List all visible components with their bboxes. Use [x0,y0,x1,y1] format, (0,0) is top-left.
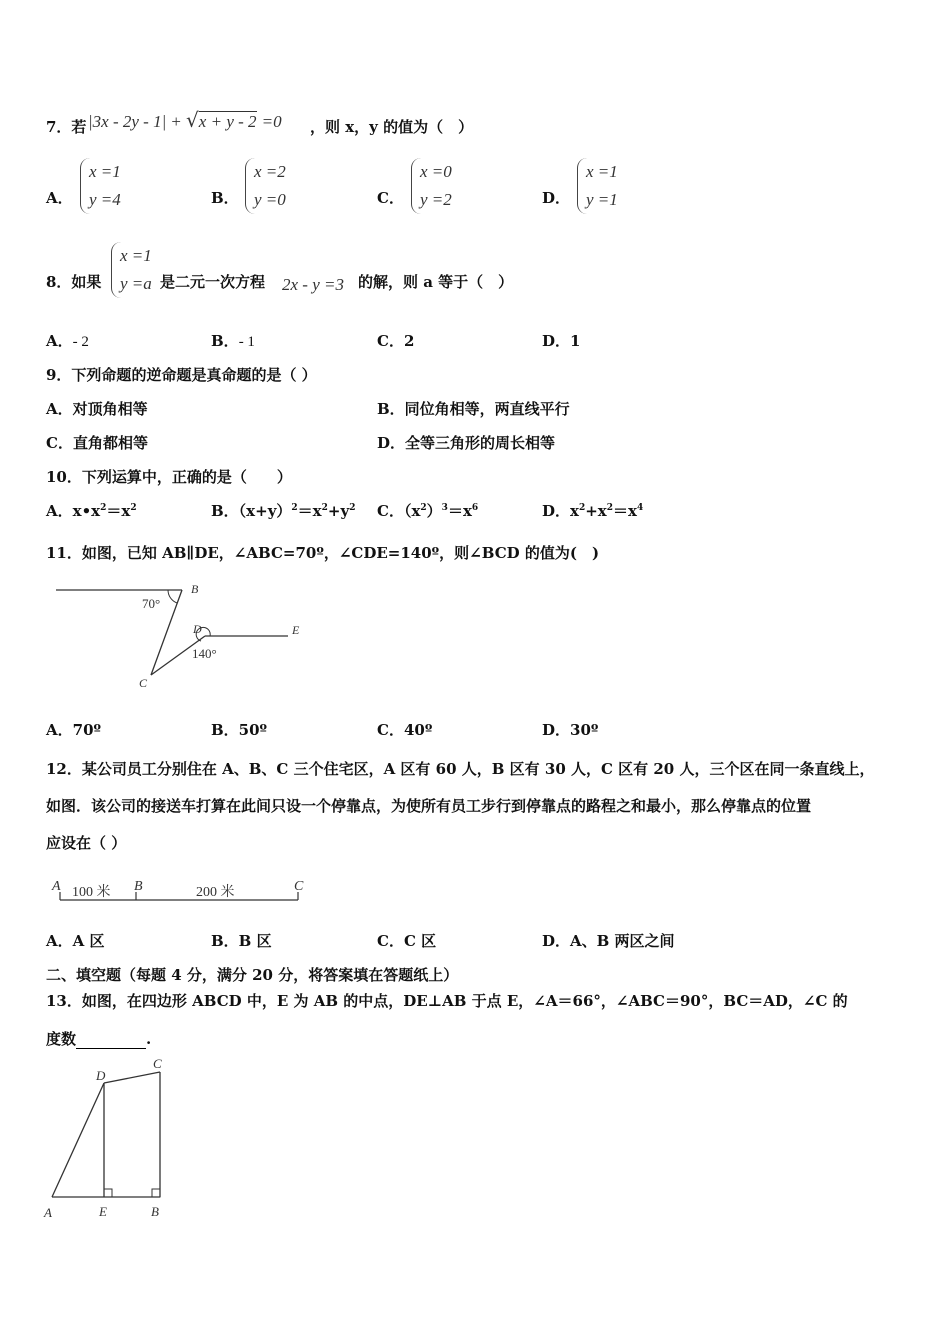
sup: 2 [100,503,107,513]
q13-figure [40,1050,180,1225]
sup: 2 [420,503,427,513]
sys-x: x =1 [89,162,121,181]
sys-x: x =0 [420,162,452,181]
sys-x: x =1 [586,162,618,181]
sup: 2 [606,503,613,513]
label-c: C [294,879,304,894]
sup: 3 [441,503,448,513]
q9-option-c: C．直角都相等 [46,434,148,452]
q8-mid: 是二元一次方程 [160,273,266,291]
sup: 2 [130,503,137,513]
sys-y: y =4 [89,190,121,209]
q9-option-d: D．全等三角形的周长相等 [377,434,556,452]
q7-abs-expr: |3x - 2y - 1| [88,112,167,131]
q11-option-d: D．30º [542,721,599,739]
q7-option-a-label: A． [46,189,73,207]
q8-option-d [542,330,580,351]
q7-option-c-system [411,158,452,214]
q8-equation: 2x - y =3 [282,275,344,294]
q9-option-a: A．对顶角相等 [46,400,148,418]
text: ＝x [613,502,637,520]
q7-option-b-label: B． [211,189,239,207]
angle-arc-b [168,590,177,603]
label-d: D [193,622,202,636]
q9-stem: 9．下列命题的逆命题是真命题的是（ ） [46,366,317,384]
label-b: B [151,1204,159,1219]
label-c: C [153,1056,162,1071]
sys-y: y =1 [586,190,618,209]
sys-y: y =2 [420,190,452,209]
sup: 6 [471,503,479,513]
sup: 2 [321,503,328,513]
text: +x [585,502,607,520]
q12-option-d: D．A、B 两区之间 [542,932,675,950]
q10-option-b [211,500,355,521]
right-angle-e-icon [104,1189,112,1197]
q13-period: . [146,1030,152,1048]
label-b: B [134,879,143,894]
q10-option-d [542,500,643,521]
q7-option-a-system [80,158,121,214]
segment-dc [104,1072,160,1083]
q11-option-b: B．50º [211,721,268,739]
q11-stem: 11．如图，已知 AB∥DE，∠ABC=70º，∠CDE=140º，则∠BCD 的值为( ) [46,544,600,562]
q13-line2 [46,1028,151,1049]
q7-plus: + [171,112,181,131]
right-angle-b-icon [152,1189,160,1197]
label-b: B [191,582,199,596]
option-label: C． [377,332,404,350]
text: A．x•x [46,502,101,520]
q12-option-b: B．B 区 [211,932,272,950]
option-label: D． [542,332,571,350]
distance-ab: 100 米 [72,885,111,900]
q8-option-b [211,330,255,351]
q12-line1: 12．某公司员工分别住在 A、B、C 三个住宅区，A 区有 60 人，B 区有 30 人，C 区有 20 人，三个区在同一条直线上， [46,760,875,778]
text: B．（x+y） [211,502,292,520]
sys-x: x =1 [120,246,152,265]
sqrt-icon: √ [186,108,199,132]
q11-option-a: A．70º [46,721,102,739]
q8-option-c [377,330,414,351]
q12-option-a: A．A 区 [46,932,105,950]
q10-option-a [46,500,137,521]
distance-bc: 200 米 [196,885,235,900]
q10-stem: 10．下列运算中，正确的是（ ） [46,468,292,486]
text: +y [327,502,350,520]
text: C．（x [377,502,421,520]
q10-option-c [377,500,478,521]
q8-number: 8．如果 [46,273,102,291]
option-label: A． [46,332,73,350]
angle-label-70: 70° [142,596,161,611]
label-d: D [96,1068,106,1083]
q12-figure [48,874,318,908]
answer-blank[interactable] [76,1034,146,1049]
label-c: C [139,676,148,690]
q11-figure [50,578,320,693]
q7-tail: ，则 x，y 的值为（ ） [310,118,474,136]
sup: 2 [578,503,586,513]
sys-y: y =a [120,274,152,293]
option-value: - 1 [238,334,255,350]
text: ＝x [447,502,472,520]
text: ） [426,502,442,520]
text: ＝x [106,502,131,520]
label-a: A [52,879,61,894]
q8-option-a [46,330,89,351]
text: D．x [542,502,579,520]
option-label: B． [211,332,239,350]
sys-y: y =0 [254,190,286,209]
option-value: - 2 [72,334,89,350]
label-e: E [99,1204,107,1219]
sup: 2 [291,503,298,513]
q7-equation [88,108,282,132]
q7-root-expr: x + y - 2 [198,112,257,131]
q12-option-c: C．C 区 [377,932,437,950]
q7-option-c-label: C． [377,189,404,207]
option-value: 1 [570,332,581,350]
angle-label-140: 140° [192,646,217,661]
q11-option-c: C．40º [377,721,433,739]
segment-ad [52,1083,104,1197]
q8-system [111,242,152,298]
q13-text: 度数 [46,1030,77,1048]
q12-line2: 如图．该公司的接送车打算在此间只设一个停靠点，为使所有员工步行到停靠点的路程之和最小，那么停靠点的位置 [46,797,812,815]
sup: 4 [636,503,644,513]
q7-number: 7．若 [46,118,87,136]
q7-eq: =0 [261,112,282,131]
q7-option-b-system [245,158,286,214]
section-heading: 二、填空题（每题 4 分，满分 20 分，将答案填在答题纸上） [46,966,459,984]
q7-option-d-label: D． [542,189,571,207]
q9-option-b: B．同位角相等，两直线平行 [377,400,570,418]
q7-option-d-system [577,158,618,214]
option-value: 2 [403,332,415,350]
sys-x: x =2 [254,162,286,181]
q12-line3: 应设在（ ） [46,834,127,852]
sup: 2 [349,503,356,513]
q13-line1: 13．如图，在四边形 ABCD 中，E 为 AB 的中点，DE⊥AB 于点 E，∠A＝66°，∠ABC＝90°，BC＝AD，∠C 的 [46,992,848,1010]
label-e: E [292,623,300,637]
text: ＝x [297,502,322,520]
q8-tail: 的解，则 a 等于（ ） [358,273,514,291]
label-a: A [44,1205,52,1220]
